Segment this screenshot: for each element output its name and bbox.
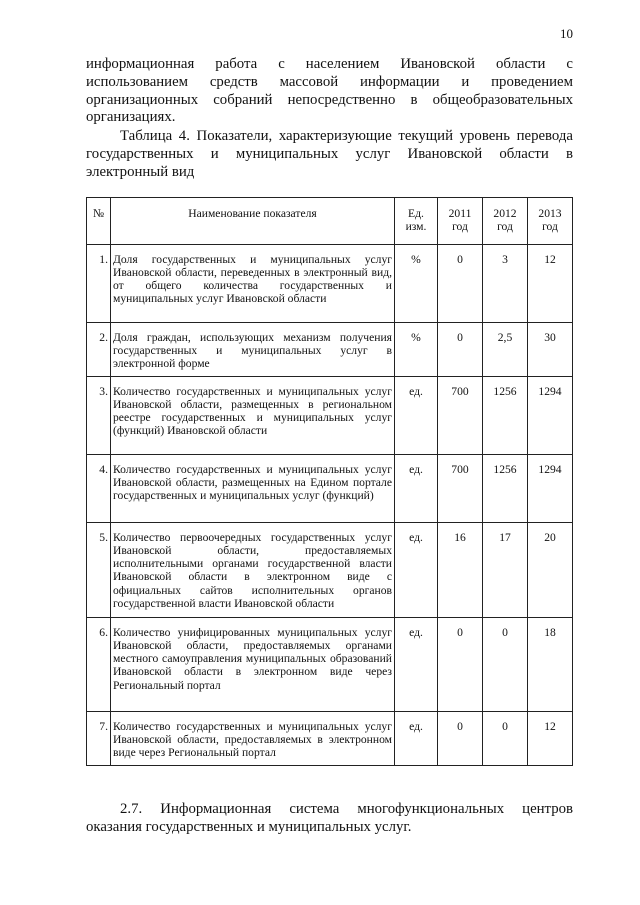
row-2011: 0 bbox=[438, 711, 483, 765]
row-2012: 0 bbox=[483, 617, 528, 711]
table-row bbox=[87, 376, 573, 454]
row-2013: 12 bbox=[528, 244, 573, 322]
row-num: 6. bbox=[87, 617, 111, 711]
table-row bbox=[87, 617, 573, 711]
indicators-table bbox=[86, 197, 573, 766]
row-name: Доля государственных и муниципальных услуг Ивановской области, переведенных в электронный вид, от общего количества государственных и муниципальных услуг Ивановской области bbox=[111, 244, 395, 322]
row-2013: 12 bbox=[528, 711, 573, 765]
row-unit: ед. bbox=[395, 617, 438, 711]
row-unit: % bbox=[395, 322, 438, 376]
row-2012: 2,5 bbox=[483, 322, 528, 376]
row-2011: 700 bbox=[438, 376, 483, 454]
row-unit: ед. bbox=[395, 454, 438, 522]
section-heading: 2.7. Информационная система многофункциональных центров оказания государственных и муниципальных услуг. bbox=[86, 801, 573, 835]
row-name: Количество унифицированных муниципальных услуг Ивановской области, предоставляемых органами местного самоуправления муниципальных образований Ивановской области в электронном виде через Региональный портал bbox=[111, 617, 395, 711]
row-num: 7. bbox=[87, 711, 111, 765]
row-unit: ед. bbox=[395, 711, 438, 765]
table-row bbox=[87, 711, 573, 765]
row-num: 2. bbox=[87, 322, 111, 376]
row-name: Количество первоочередных государственных услуг Ивановской области, предоставляемых исполнительными органами государственной власти Ивановской области в электронном виде с официальных сайтов исполнительных органов государственной власти Ивановской области bbox=[111, 522, 395, 617]
table-row bbox=[87, 322, 573, 376]
table-row bbox=[87, 522, 573, 617]
row-name: Количество государственных и муниципальных услуг Ивановской области, размещенных в региональном реестре государственных и муниципальных услуг (функций) Ивановской области bbox=[111, 376, 395, 454]
row-unit: ед. bbox=[395, 522, 438, 617]
row-2012: 3 bbox=[483, 244, 528, 322]
row-num: 3. bbox=[87, 376, 111, 454]
row-2012: 1256 bbox=[483, 376, 528, 454]
row-2012: 17 bbox=[483, 522, 528, 617]
row-2011: 700 bbox=[438, 454, 483, 522]
header-2012: 2012 год bbox=[483, 198, 528, 245]
table-header-row bbox=[87, 198, 573, 245]
row-num: 4. bbox=[87, 454, 111, 522]
row-num: 1. bbox=[87, 244, 111, 322]
header-unit: Ед. изм. bbox=[395, 198, 438, 245]
row-2011: 0 bbox=[438, 322, 483, 376]
row-2012: 1256 bbox=[483, 454, 528, 522]
row-num: 5. bbox=[87, 522, 111, 617]
page-number: 10 bbox=[560, 26, 573, 41]
table-row bbox=[87, 454, 573, 522]
header-name: Наименование показателя bbox=[111, 198, 395, 245]
row-unit: % bbox=[395, 244, 438, 322]
table-caption: Таблица 4. Показатели, характеризующие текущий уровень перевода государственных и муниципальных услуг Ивановской области в электронный вид bbox=[86, 128, 573, 180]
row-2013: 18 bbox=[528, 617, 573, 711]
row-2013: 1294 bbox=[528, 454, 573, 522]
header-2011: 2011 год bbox=[438, 198, 483, 245]
row-2013: 20 bbox=[528, 522, 573, 617]
header-num: № bbox=[87, 198, 111, 245]
row-unit: ед. bbox=[395, 376, 438, 454]
table-row bbox=[87, 244, 573, 322]
row-2011: 0 bbox=[438, 244, 483, 322]
row-name: Количество государственных и муниципальных услуг Ивановской области, предоставляемых в электронном виде через Региональный портал bbox=[111, 711, 395, 765]
row-name: Доля граждан, использующих механизм получения государственных и муниципальных услуг в электронной форме bbox=[111, 322, 395, 376]
row-2013: 30 bbox=[528, 322, 573, 376]
row-2013: 1294 bbox=[528, 376, 573, 454]
row-2011: 16 bbox=[438, 522, 483, 617]
row-name: Количество государственных и муниципальных услуг Ивановской области, размещенных на Едином портале государственных и муниципальных услуг (функций) bbox=[111, 454, 395, 522]
header-2013: 2013 год bbox=[528, 198, 573, 245]
intro-paragraph: информационная работа с населением Ивановской области с использованием средств массовой информации и проведением организационных собраний непосредственно в общеобразовательных организациях. bbox=[86, 56, 573, 126]
row-2012: 0 bbox=[483, 711, 528, 765]
row-2011: 0 bbox=[438, 617, 483, 711]
